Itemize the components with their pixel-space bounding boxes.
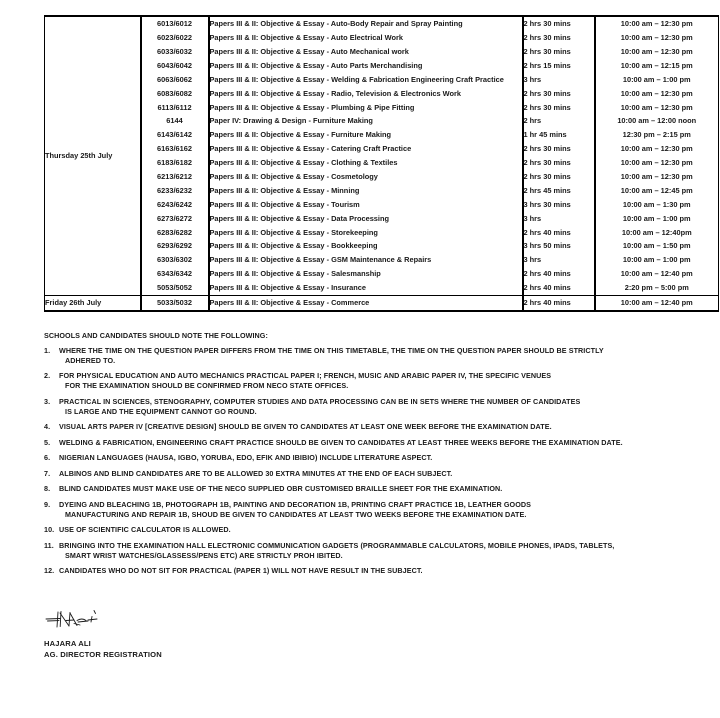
subject-code-cell: 6243/6242	[141, 198, 209, 212]
table-row	[45, 295, 719, 310]
note-item	[44, 500, 694, 520]
note-text-line1: USE OF SCIENTIFIC CALCULATOR IS ALLOWED.	[59, 525, 231, 535]
duration-cell: 2 hrs	[523, 114, 595, 128]
time-cell: 10:00 am – 12:30 pm	[620, 158, 693, 168]
note-number: 1.	[44, 345, 51, 355]
note-number: 2.	[44, 371, 51, 381]
duration-cell: 3 hrs	[523, 211, 595, 225]
subject-code-cell: 6143/6142	[141, 128, 209, 142]
subject-code-cell: 6213/6212	[141, 170, 209, 184]
note-number: 11.	[44, 540, 54, 550]
subject-name-cell: Papers III & II: Objective & Essay - Storekeeping	[209, 225, 523, 239]
time-cell: 10:00 am – 12:45 pm	[620, 185, 693, 195]
time-cell: 10:00 am – 1:00 pm	[622, 213, 691, 223]
note-text	[59, 500, 694, 520]
signature-mark-icon	[44, 606, 122, 634]
table-row	[45, 211, 719, 225]
time-cell: 10:00 am – 12:30 pm	[620, 33, 693, 43]
note-text	[59, 422, 694, 432]
duration-cell: 3 hrs 30 mins	[523, 198, 595, 212]
table-row	[45, 100, 719, 114]
note-item	[44, 469, 694, 479]
subject-name-cell: Papers III & II: Objective & Essay - Plumbing & Pipe Fitting	[209, 100, 523, 114]
duration-cell: 2 hrs 30 mins	[523, 100, 595, 114]
table-row	[45, 239, 719, 253]
subject-code-cell: 6293/6292	[141, 239, 209, 253]
time-cell: 10:00 am – 1:30 pm	[622, 199, 691, 209]
subject-code-cell: 6273/6272	[141, 211, 209, 225]
table-row	[45, 156, 719, 170]
subject-name-cell: Papers III & II: Objective & Essay - Commerce	[209, 295, 523, 310]
day-label-thursday: Thursday 25th July	[45, 16, 141, 295]
signature-block	[44, 606, 304, 660]
note-text	[59, 453, 694, 463]
note-number: 12.	[44, 566, 55, 576]
duration-cell: 2 hrs 45 mins	[523, 184, 595, 198]
time-cell: 10:00 am – 12:30 pm	[620, 88, 693, 98]
subject-code-cell: 6283/6282	[141, 225, 209, 239]
note-text-line2: IS LARGE AND THE EQUIPMENT CANNOT GO ROUND.	[65, 406, 257, 416]
subject-name-cell: Papers III & II: Objective & Essay - Bookkeeping	[209, 239, 523, 253]
duration-cell: 2 hrs 30 mins	[523, 16, 595, 31]
subject-code-cell: 6303/6302	[141, 253, 209, 267]
subject-code-cell: 5033/5032	[141, 295, 209, 310]
time-cell: 10:00 am – 12:30 pm	[620, 144, 693, 154]
table-row	[45, 128, 719, 142]
table-row	[45, 31, 719, 45]
note-item	[44, 346, 694, 366]
note-text	[59, 566, 694, 576]
table-row	[45, 142, 719, 156]
note-text-line1: DYEING AND BLEACHING 1B, PHOTOGRAPH 1B, PAINTING AND DECORATION 1B, PRINTING CRAFT PRACTICE 1B, LEATHER GOODS	[59, 499, 531, 509]
note-item	[44, 525, 694, 535]
subject-name-cell: Papers III & II: Objective & Essay - Auto Mechanical work	[209, 45, 523, 59]
time-cell: 10:00 am – 12:30 pm	[620, 47, 693, 57]
table-row	[45, 253, 719, 267]
table-row	[45, 225, 719, 239]
note-text	[59, 525, 694, 535]
time-cell: 12:30 pm – 2:15 pm	[622, 130, 691, 140]
subject-name-cell: Papers III & II: Objective & Essay - Auto Electrical Work	[209, 31, 523, 45]
note-number: 7.	[44, 468, 51, 478]
subject-code-cell: 6233/6232	[141, 184, 209, 198]
subject-code-cell: 6144	[141, 114, 209, 128]
note-text-line1: BLIND CANDIDATES MUST MAKE USE OF THE NECO SUPPLIED OBR CUSTOMISED BRAILLE SHEET FOR THE EXAMINATION.	[59, 484, 503, 494]
subject-name-cell: Papers III & II: Objective & Essay - Furniture Making	[209, 128, 523, 142]
duration-cell: 2 hrs 40 mins	[523, 267, 595, 281]
signatory-role: AG. DIRECTOR REGISTRATION	[44, 650, 162, 659]
note-number: 4.	[44, 422, 51, 432]
note-text-line1: BRINGING INTO THE EXAMINATION HALL ELECTRONIC COMMUNICATION GADGETS (PROGRAMMABLE CALCULATORS, MOBILE PHONES, IPADS, TABLETS,	[59, 540, 615, 550]
table-row	[45, 86, 719, 100]
subject-code-cell: 6183/6182	[141, 156, 209, 170]
subject-name-cell: Papers III & II: Objective & Essay - Radio, Television & Electronics Work	[209, 86, 523, 100]
time-cell: 10:00 am – 12:30 pm	[620, 172, 693, 182]
note-text-line1: WELDING & FABRICATION, ENGINEERING CRAFT PRACTICE SHOULD BE GIVEN TO CANDIDATES AT LEAST THREE WEEKS BEFORE THE EXAMINATION DATE.	[59, 437, 623, 447]
note-text	[59, 469, 694, 479]
note-item	[44, 397, 694, 417]
table-row	[45, 281, 719, 295]
time-cell: 10:00 am – 12:15 pm	[620, 60, 693, 70]
subject-name-cell: Papers III & II: Objective & Essay - Auto Parts Merchandising	[209, 59, 523, 73]
subject-name-cell: Papers III & II: Objective & Essay - Cosmetology	[209, 170, 523, 184]
note-text	[59, 541, 694, 561]
note-text-line1: NIGERIAN LANGUAGES (HAUSA, IGBO, YORUBA, EDO, EFIK AND IBIBIO) INCLUDE LITERATURE ASPECT.	[59, 453, 433, 463]
time-cell: 10:00 am – 12:00 noon	[617, 116, 697, 126]
duration-cell: 2 hrs 30 mins	[523, 31, 595, 45]
table-row	[45, 170, 719, 184]
duration-cell: 2 hrs 30 mins	[523, 45, 595, 59]
subject-code-cell: 5053/5052	[141, 281, 209, 295]
note-item	[44, 541, 694, 561]
note-text-line2: MANUFACTURING AND REPAIR 1B, SHOUD BE GIVEN TO CANDIDATES AT LEAST TWO WEEKS BEFORE THE EXAMINATION DATE.	[65, 509, 527, 519]
subject-name-cell: Papers III & II: Objective & Essay - Data Processing	[209, 211, 523, 225]
table-row	[45, 267, 719, 281]
note-item	[44, 438, 694, 448]
subject-name-cell: Papers III & II: Objective & Essay - GSM Maintenance & Repairs	[209, 253, 523, 267]
note-number: 3.	[44, 396, 51, 406]
time-cell: 10:00 am – 1:00 pm	[622, 255, 691, 265]
table-row	[45, 16, 719, 31]
subject-code-cell: 6043/6042	[141, 59, 209, 73]
duration-cell: 2 hrs 40 mins	[523, 225, 595, 239]
duration-cell: 2 hrs 30 mins	[523, 86, 595, 100]
subject-name-cell: Papers III & II: Objective & Essay - Insurance	[209, 281, 523, 295]
subject-code-cell: 6033/6032	[141, 45, 209, 59]
subject-name-cell: Papers III & II: Objective & Essay - Welding & Fabrication Engineering Craft Practice	[209, 73, 523, 87]
subject-name-cell: Papers III & II: Objective & Essay - Minning	[209, 184, 523, 198]
note-text	[59, 438, 694, 448]
note-text	[59, 371, 694, 391]
note-number: 6.	[44, 453, 51, 463]
subject-code-cell: 6023/6022	[141, 31, 209, 45]
note-number: 10.	[44, 525, 55, 535]
subject-name-cell: Papers III & II: Objective & Essay - Clothing & Textiles	[209, 156, 523, 170]
note-text-line2: ADHERED TO.	[65, 355, 116, 365]
note-text-line2: SMART WRIST WATCHES/GLASSESS/PENS ETC) ARE STRICTLY PROH IBITED.	[65, 550, 343, 560]
duration-cell: 2 hrs 40 mins	[523, 281, 595, 295]
note-item	[44, 453, 694, 463]
time-cell: 10:00 am – 1:50 pm	[622, 241, 691, 251]
duration-cell: 3 hrs	[523, 73, 595, 87]
subject-name-cell: Paper IV: Drawing & Design - Furniture Making	[209, 114, 523, 128]
table-row	[45, 114, 719, 128]
note-number: 9.	[44, 499, 51, 509]
duration-cell: 2 hrs 30 mins	[523, 142, 595, 156]
subject-code-cell: 6343/6342	[141, 267, 209, 281]
time-cell: 10:00 am – 12:40 pm	[595, 295, 719, 310]
subject-code-cell: 6063/6062	[141, 73, 209, 87]
subject-name-cell: Papers III & II: Objective & Essay - Auto-Body Repair and Spray Painting	[209, 16, 523, 31]
notes-section	[44, 332, 694, 582]
note-text	[59, 346, 694, 366]
subject-code-cell: 6113/6112	[141, 100, 209, 114]
duration-cell: 1 hr 45 mins	[523, 128, 595, 142]
day-label-friday: Friday 26th July	[45, 295, 141, 310]
note-text-line1: FOR PHYSICAL EDUCATION AND AUTO MECHANICS PRACTICAL PAPER I; FRENCH, MUSIC AND ARABIC PAPER IV, THE SPECIFIC VENUES	[59, 371, 552, 381]
time-cell: 10:00 am – 1:00 pm	[622, 74, 691, 84]
duration-cell: 3 hrs	[523, 253, 595, 267]
signatory-name: HAJARA ALI	[44, 639, 91, 648]
time-cell: 10:00 am – 12:40 pm	[620, 269, 693, 279]
note-item	[44, 566, 694, 576]
subject-name-cell: Papers III & II: Objective & Essay - Salesmanship	[209, 267, 523, 281]
duration-cell: 3 hrs 50 mins	[523, 239, 595, 253]
exam-timetable-container	[44, 15, 718, 312]
subject-code-cell: 6013/6012	[141, 16, 209, 31]
time-cell: 2:20 pm – 5:00 pm	[595, 281, 719, 295]
notes-title: SCHOOLS AND CANDIDATES SHOULD NOTE THE FOLLOWING:	[44, 331, 268, 340]
table-row	[45, 184, 719, 198]
duration-cell: 2 hrs 30 mins	[523, 170, 595, 184]
note-text	[59, 484, 694, 494]
subject-code-cell: 6163/6162	[141, 142, 209, 156]
time-cell: 10:00 am – 12:40pm	[621, 227, 692, 237]
duration-cell: 2 hrs 40 mins	[523, 295, 595, 310]
note-item	[44, 484, 694, 494]
note-item	[44, 371, 694, 391]
duration-cell: 2 hrs 30 mins	[523, 156, 595, 170]
exam-timetable	[44, 15, 719, 312]
note-text-line2: FOR THE EXAMINATION SHOULD BE CONFIRMED FROM NECO STATE OFFICES.	[65, 381, 349, 391]
subject-name-cell: Papers III & II: Objective & Essay - Catering Craft Practice	[209, 142, 523, 156]
note-text-line1: ALBINOS AND BLIND CANDIDATES ARE TO BE ALLOWED 30 EXTRA MINUTES AT THE END OF EACH SUBJECT.	[59, 468, 453, 478]
note-text-line1: CANDIDATES WHO DO NOT SIT FOR PRACTICAL (PAPER 1) WILL NOT HAVE RESULT IN THE SUBJECT.	[59, 566, 423, 576]
note-text	[59, 397, 694, 417]
duration-cell: 2 hrs 15 mins	[523, 59, 595, 73]
time-cell: 10:00 am – 12:30 pm	[620, 19, 693, 29]
time-cell: 10:00 am – 12:30 pm	[620, 102, 693, 112]
note-number: 5.	[44, 437, 51, 447]
note-text-line1: VISUAL ARTS PAPER IV [CREATIVE DESIGN] SHOULD BE GIVEN TO CANDIDATES AT LEAST ONE WEEK BEFORE THE EXAMINATION DATE.	[59, 422, 552, 432]
timetable-body	[45, 16, 719, 311]
notes-list	[44, 346, 694, 576]
table-row	[45, 45, 719, 59]
subject-name-cell: Papers III & II: Objective & Essay - Tourism	[209, 198, 523, 212]
note-item	[44, 422, 694, 432]
note-number: 8.	[44, 484, 51, 494]
note-text-line1: WHERE THE TIME ON THE QUESTION PAPER DIFFERS FROM THE TIME ON THIS TIMETABLE, THE TIME ON THE QUESTION PAPER SHOULD BE STRICTLY	[59, 345, 604, 355]
subject-code-cell: 6083/6082	[141, 86, 209, 100]
table-row	[45, 59, 719, 73]
table-row	[45, 198, 719, 212]
table-row	[45, 73, 719, 87]
note-text-line1: PRACTICAL IN SCIENCES, STENOGRAPHY, COMPUTER STUDIES AND DATA PROCESSING CAN BE IN SETS WHERE THE NUMBER OF CANDIDATES	[59, 396, 581, 406]
